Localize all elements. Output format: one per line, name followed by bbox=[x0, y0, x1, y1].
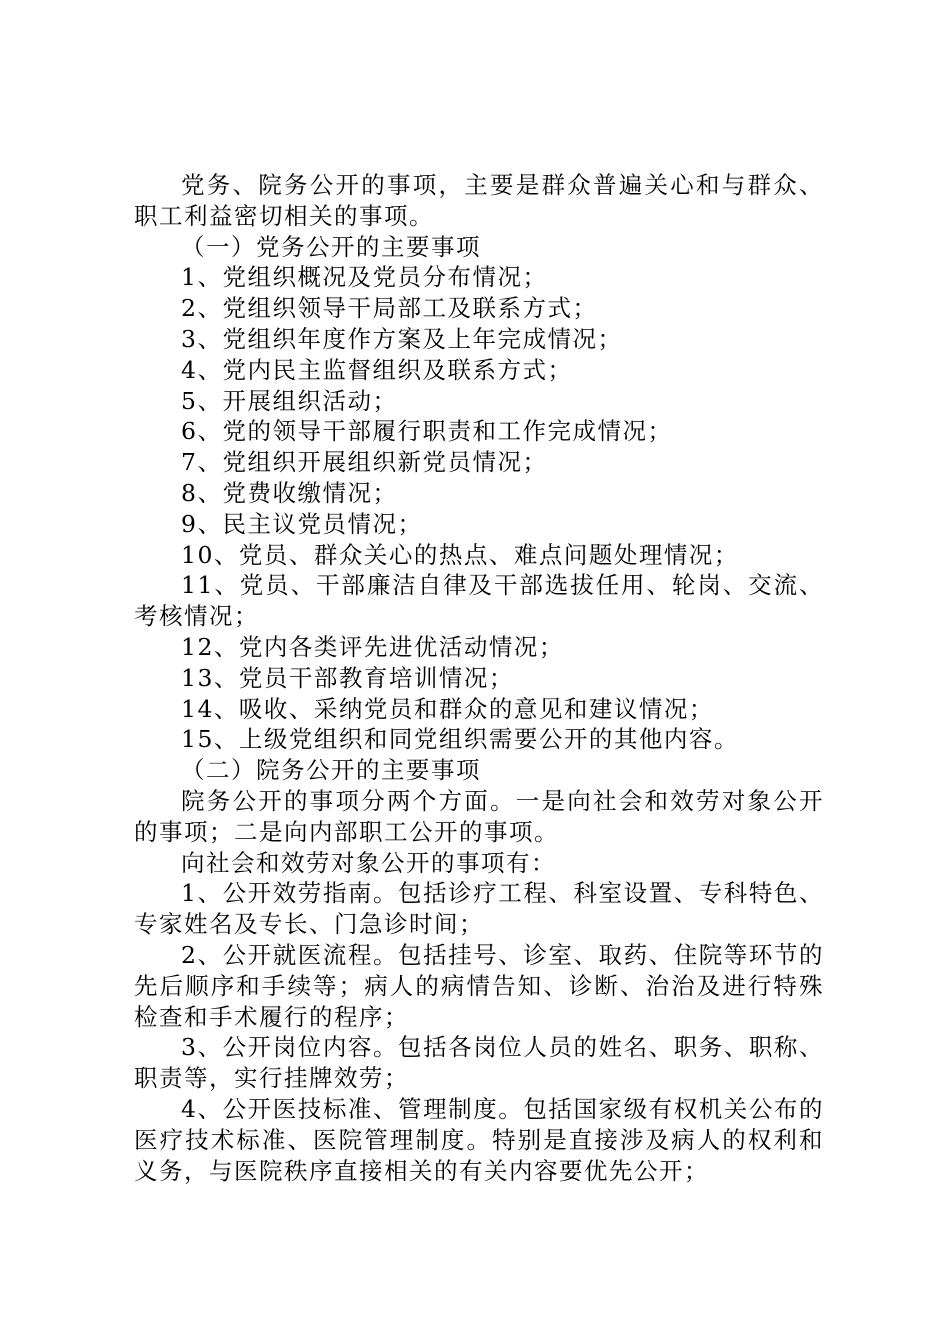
section-heading-hospital-affairs: （二）院务公开的主要事项 bbox=[181, 756, 481, 785]
list-item: 3、党组织年度作方案及上年完成情况； bbox=[181, 324, 623, 353]
list-item: 11、党员、干部廉洁自律及干部选拔任用、轮岗、交流、考核情况； bbox=[134, 571, 824, 631]
list-item: 12、党内各类评先进优活动情况； bbox=[181, 632, 564, 661]
list-item: 9、民主议党员情况； bbox=[181, 509, 423, 538]
list-item: 4、公开医技标准、管理制度。包括国家级有权机关公布的医疗技术标准、医院管理制度。特别是直接涉及病人的权利和义务，与医院秩序直接相关的有关内容要优先公开； bbox=[134, 1094, 824, 1185]
list-item: 2、党组织领导干局部工及联系方式； bbox=[181, 294, 598, 323]
list-item: 2、公开就医流程。包括挂号、诊室、取药、住院等环节的先后顺序和手续等；病人的病情告知、诊断、治治及进行特殊检查和手术履行的程序； bbox=[134, 940, 824, 1031]
intro-paragraph: 党务、院务公开的事项，主要是群众普遍关心和与群众、职工利益密切相关的事项。 bbox=[134, 171, 824, 230]
body-paragraph: 向社会和效劳对象公开的事项有： bbox=[181, 848, 556, 877]
list-item: 7、党组织开展组织新党员情况； bbox=[181, 448, 548, 477]
list-item: 1、公开效劳指南。包括诊疗工程、科室设置、专科特色、专家姓名及专长、门急诊时间； bbox=[134, 879, 824, 939]
list-item: 6、党的领导干部履行职责和工作完成情况； bbox=[181, 417, 673, 446]
list-item: 3、公开岗位内容。包括各岗位人员的姓名、职务、职称、职责等，实行挂牌效劳； bbox=[134, 1033, 824, 1093]
list-item: 8、党费收缴情况； bbox=[181, 478, 398, 507]
list-item: 13、党员干部教育培训情况； bbox=[181, 663, 514, 692]
section-heading-party-affairs: （一）党务公开的主要事项 bbox=[181, 232, 481, 261]
list-item: 1、党组织概况及党员分布情况； bbox=[181, 263, 548, 292]
list-item: 15、上级党组织和同党组织需要公开的其他内容。 bbox=[181, 725, 739, 754]
document-body bbox=[134, 170, 824, 1186]
list-item: 10、党员、群众关心的热点、难点问题处理情况； bbox=[181, 540, 739, 569]
body-paragraph: 院务公开的事项分两个方面。一是向社会和效劳对象公开的事项；二是向内部职工公开的事项。 bbox=[134, 786, 824, 846]
list-item: 4、党内民主监督组织及联系方式； bbox=[181, 355, 573, 384]
list-item: 14、吸收、采纳党员和群众的意见和建议情况； bbox=[181, 694, 714, 723]
list-item: 5、开展组织活动； bbox=[181, 386, 398, 415]
